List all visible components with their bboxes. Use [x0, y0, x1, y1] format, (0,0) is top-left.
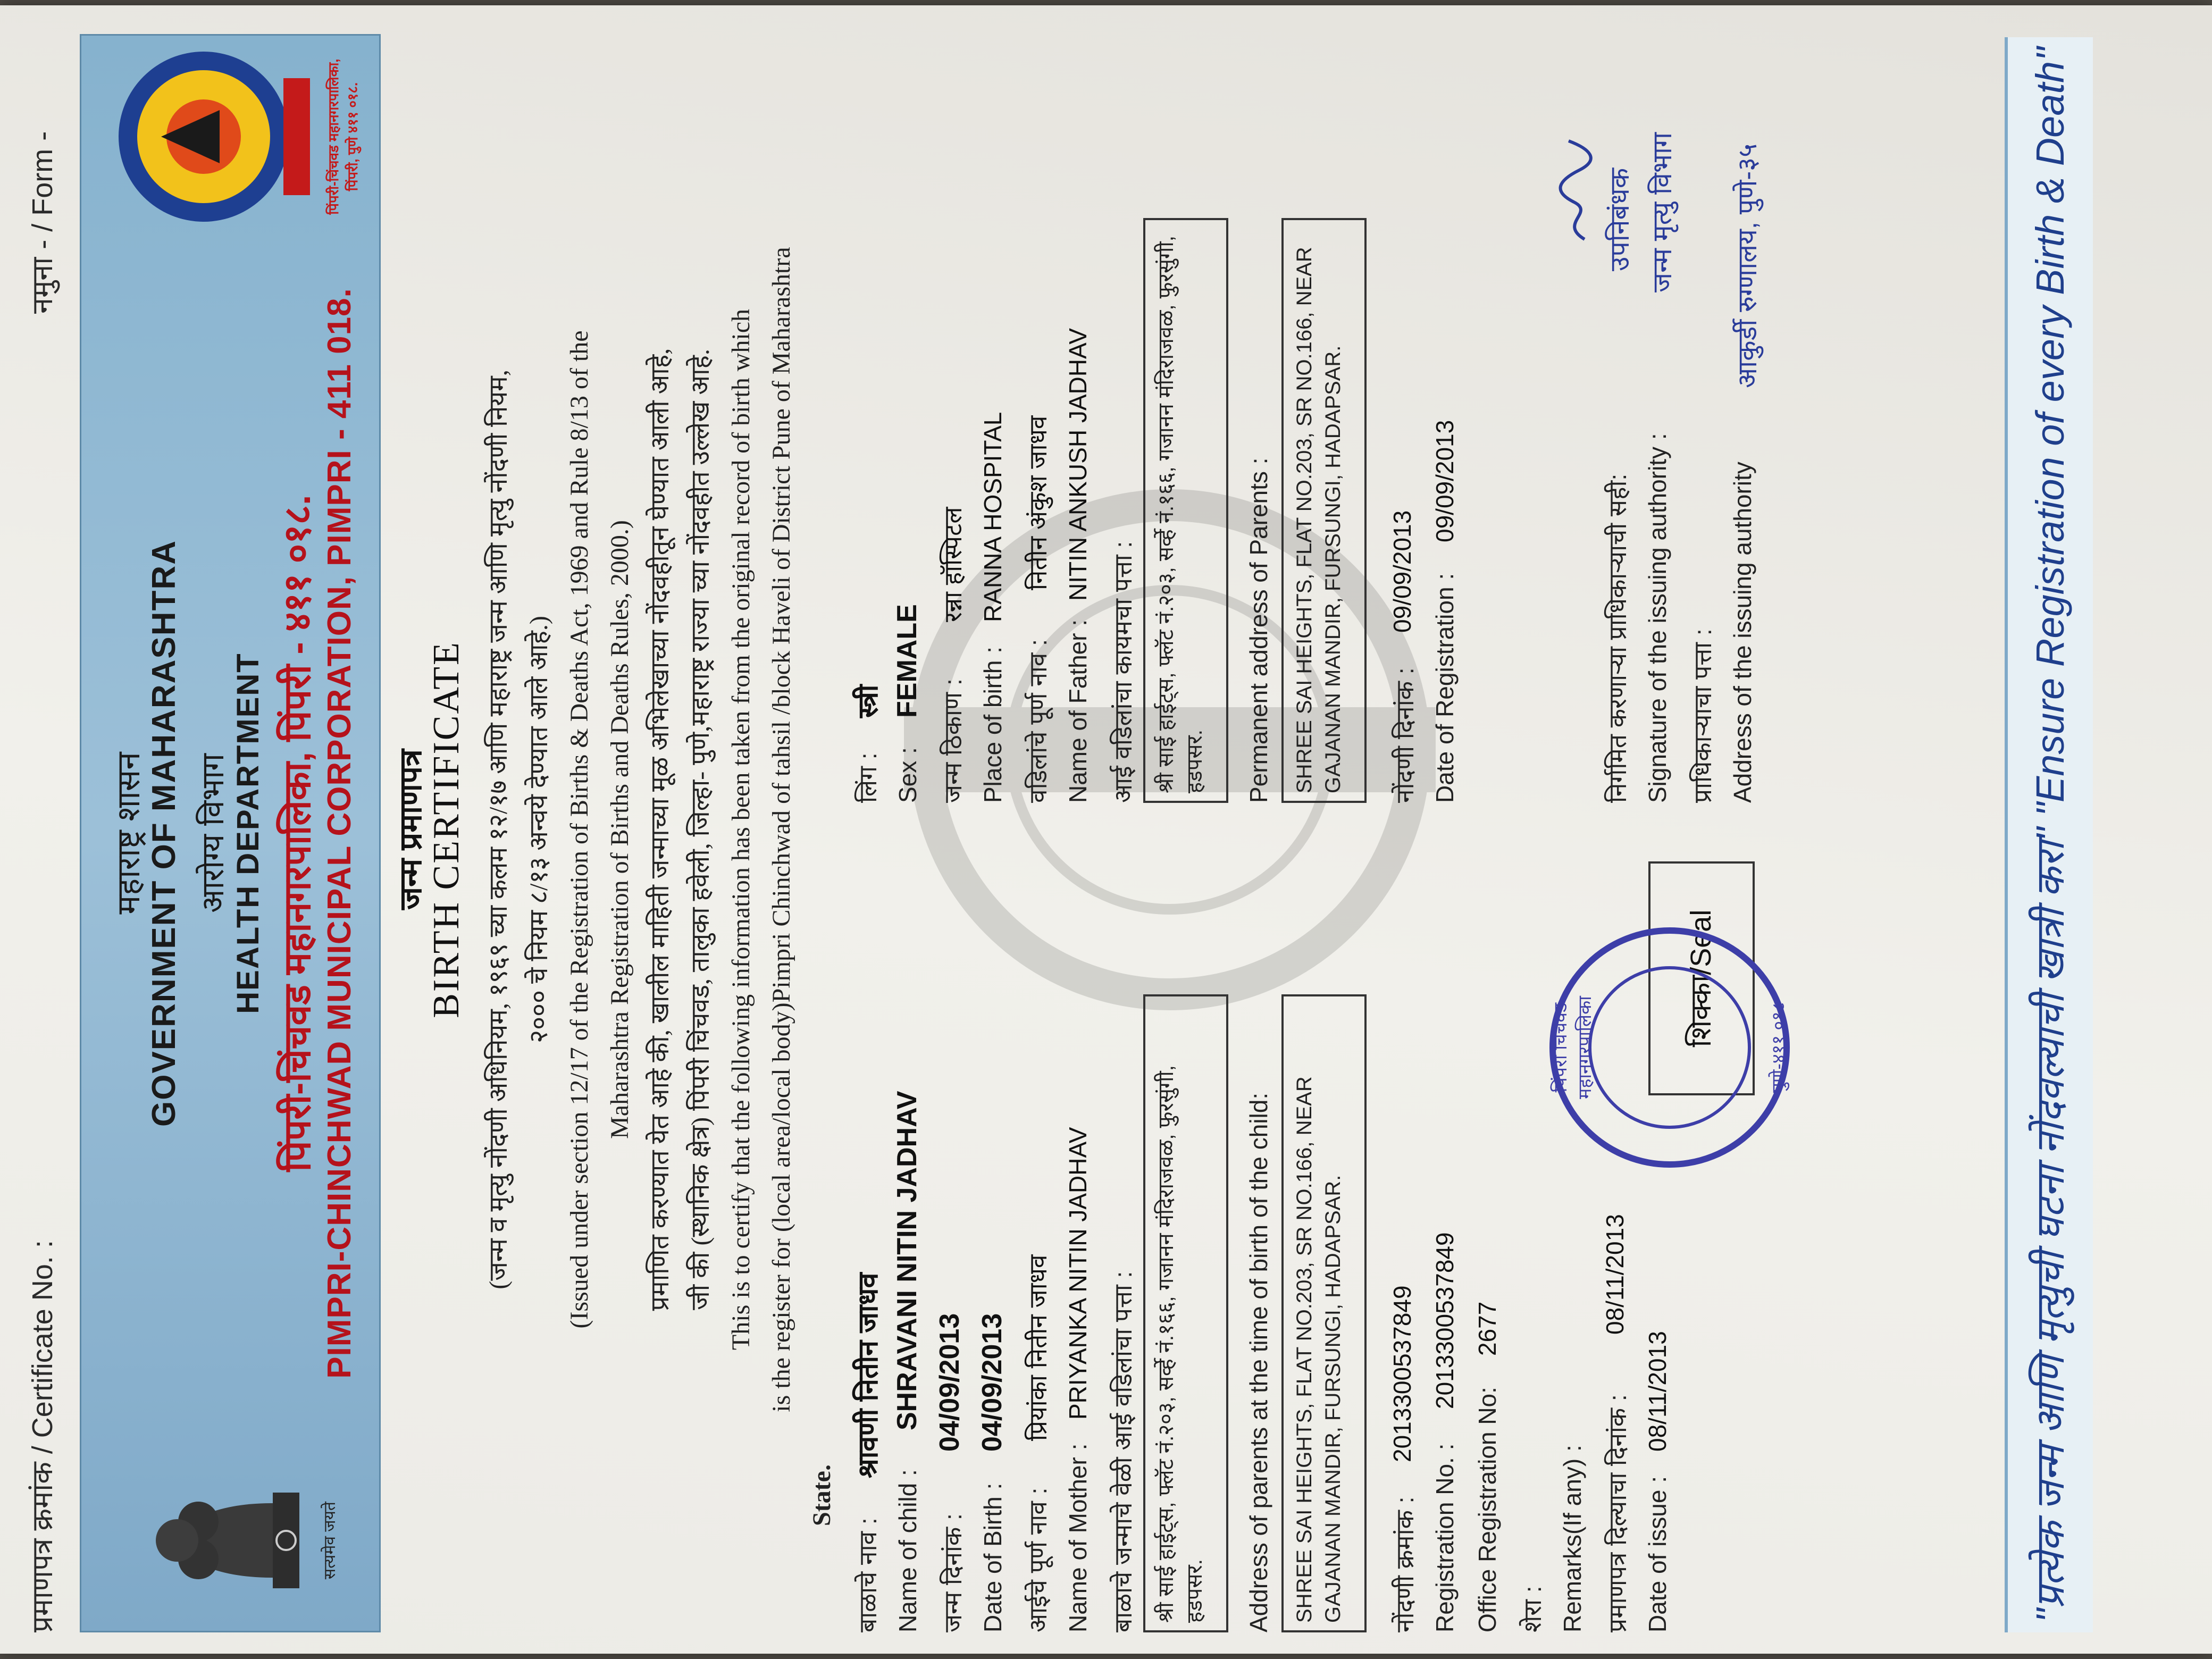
- dob: 04/09/2013: [977, 1313, 1008, 1452]
- header-band: [80, 34, 381, 1632]
- addr-birth-mr-box: श्री साई हाईट्स, फ्लॅट नं.२०३, सर्व्हे नं.१६६, गजानन मंदिराजवळ, फुरसुंगी, हडपसर.: [1143, 994, 1228, 1632]
- authority-address-mr-label: प्राधिकाऱ्याचा पत्ता :: [1689, 629, 1716, 803]
- corporation-name-mr: पिंपरी-चिंचवड महानगरपालिका, पिंपरी - ४११ ०१८.: [276, 495, 318, 1172]
- corporation-logo: [97, 46, 363, 227]
- remarks-mr-label: शेरा :: [1519, 1586, 1546, 1632]
- corporation-name-en: PIMPRI-CHINCHWAD MUNICIPAL CORPORATION, PIMPRI - 411 018.: [321, 288, 358, 1379]
- addr-perm-mr-label: आई वडिलांचा कायमचा पत्ता :: [1109, 541, 1137, 803]
- signature-scribble-icon: [1553, 138, 1601, 245]
- issue-date-mr: 08/11/2013: [1601, 1214, 1629, 1335]
- child-name-mr-label: बाळाचे नाव :: [854, 1518, 882, 1632]
- mother-mr: प्रियांका नितीन जाधव: [1024, 1254, 1052, 1441]
- certificate-title-mr: जन्म प्रमाणपत्र: [393, 749, 428, 910]
- father: NITIN ANKUSH JADHAV: [1064, 328, 1092, 601]
- pob-label: Place of birth :: [979, 646, 1007, 803]
- pcmc-logo-icon: [97, 46, 321, 227]
- authority-address-label: Address of the issuing authority: [1729, 462, 1756, 803]
- father-label: Name of Father :: [1064, 619, 1092, 803]
- addr-birth-label: Address of parents at the time of birth of the child:: [1245, 1092, 1272, 1632]
- intro-mr-3: प्रमाणित करण्यात येत आहे की, खालील माहिती जन्माच्या मूळ अभिलेखाच्या नोंदवहीतून घेण्यात आली आहे,: [646, 348, 674, 1311]
- pob-mr-label: जन्म ठिकाण :: [939, 678, 967, 803]
- child-name: SHRAVANI NITIN JADHAV: [892, 1091, 923, 1430]
- reg-date-mr: 09/09/2013: [1388, 510, 1416, 633]
- stamp-ring-text: पिंपरी चिंचवड महानगरपालिका: [1551, 996, 1595, 1100]
- issue-date-mr-label: प्रमाणपत्र दिल्याचा दिनांक :: [1604, 1394, 1631, 1632]
- form-label: नमुना - / Form -: [27, 131, 58, 314]
- department-handwritten: जन्म मृत्यु विभाग: [1647, 132, 1677, 292]
- header-line-4: HEALTH DEPARTMENT: [231, 652, 265, 1014]
- sex-mr: स्त्री: [853, 684, 884, 718]
- reg-no-mr-label: नोंदणी क्रमांक :: [1391, 1496, 1419, 1632]
- stamp-center-text: पुणे-४११ ०१८: [1769, 1002, 1789, 1093]
- issue-date-label: Date of issue :: [1644, 1476, 1671, 1632]
- certificate-number-label: प्रमाणपत्र क्रमांक / Certificate No. :: [27, 1240, 58, 1632]
- reg-date-mr-label: नोंदणी दिनांक :: [1391, 667, 1419, 803]
- remarks-label: Remarks(If any) :: [1559, 1445, 1586, 1632]
- intro-paragraph: [479, 133, 842, 1526]
- sex: FEMALE: [892, 604, 923, 718]
- reg-no: 2013300537849: [1431, 1232, 1459, 1409]
- intro-en-1: (Issued under section 12/17 of the Registration of Births & Deaths Act, 1969 and Rule 8/13 of the: [565, 330, 593, 1329]
- office-handwritten: आकुर्डी रुग्णालय, पुणे-३५: [1732, 143, 1762, 388]
- emblem-motto: सत्यमेव जयते: [321, 1501, 339, 1580]
- sex-label: Sex :: [894, 747, 921, 803]
- certificate-paper: [0, 5, 2212, 1654]
- seal-box: शिक्का/Seal: [1648, 861, 1755, 1095]
- header-line-1: महाराष्ट्र शासन: [111, 752, 146, 915]
- child-name-label: Name of child :: [894, 1469, 921, 1632]
- reg-no-label: Registration No. :: [1431, 1443, 1459, 1632]
- header-line-2: GOVERNMENT OF MAHARASHTRA: [146, 540, 182, 1127]
- logo-ribbon: पिंपरी-चिंचवड महानगरपालिका, पिंपरी, पुणे ४११ ०१८.: [325, 58, 361, 215]
- addr-perm-mr-box: श्री साई हाईट्स, फ्लॅट नं.२०३, सर्व्हे नं.१६६, गजानन मंदिराजवळ, फुरसुंगी, हडपसर.: [1143, 218, 1228, 803]
- signature-label: Signature of the issuing authority :: [1644, 433, 1671, 803]
- intro-mr-4: जी की (स्थानिक क्षेत्र) पिंपरी चिंचवड, तालुका हवेली, जिल्हा- पुणे,महाराष्ट्र राज्या च्या नोंदवहीत उल्लेख आहे.: [686, 349, 715, 1310]
- dob-label: Date of Birth :: [979, 1482, 1007, 1632]
- pob-mr: रन्ना हॉस्पिटल: [939, 507, 967, 622]
- sex-mr-label: लिंग :: [854, 752, 882, 803]
- pob: RANNA HOSPITAL: [979, 412, 1007, 622]
- reg-date: 09/09/2013: [1431, 420, 1459, 542]
- issue-date: 08/11/2013: [1644, 1331, 1671, 1452]
- header-line-3: आरोग्य विभाग: [196, 753, 230, 913]
- father-mr-label: वडिलांचे पूर्ण नाव :: [1024, 639, 1052, 803]
- mother-mr-label: आईचे पूर्ण नाव :: [1024, 1487, 1052, 1632]
- mother-label: Name of Mother :: [1064, 1443, 1092, 1632]
- intro-mr-2: २००० चे नियम ८/१३ अन्वये देण्यात आले आहे.): [525, 616, 553, 1043]
- addr-perm-box: SHREE SAI HEIGHTS, FLAT NO.203, SR NO.166, NEAR GAJANAN MANDIR, FURSUNGI, HADAPSAR.: [1281, 218, 1367, 803]
- mother: PRIYANKA NITIN JADHAV: [1064, 1127, 1092, 1420]
- addr-birth-mr-label: बाळाचे जन्माचे वेळी आई वडिलांचा पत्ता :: [1109, 1271, 1137, 1632]
- office-reg-label: Office Registration No:: [1473, 1387, 1501, 1632]
- intro-en-3: This is to certify that the following information has been taken from the original record of birth which: [727, 308, 755, 1351]
- intro-mr-1: (जन्म व मृत्यु नोंदणी अधिनियम, १९६९ च्या कलम १२/१७ आणि महाराष्ट्र जन्म आणि मृत्यु नोंदणी नियम,: [484, 370, 513, 1289]
- child-name-mr: श्रावणी नितीन जाधव: [853, 1272, 884, 1478]
- office-reg: 2677: [1473, 1301, 1501, 1356]
- intro-en-2: Maharashtra Registration of Births and Deaths Rules, 2000.): [606, 520, 634, 1139]
- designation-handwritten: उपनिबंधक: [1605, 167, 1635, 271]
- dob-mr-label: जन्म दिनांक :: [939, 1513, 967, 1632]
- footer-slogan: "प्रत्येक जन्म आणि मृत्युची घटना नोंदवल्याची खात्री करा" "Ensure Registration of every Birth & Death": [2005, 37, 2093, 1632]
- intro-en-4: is the register for (local area/local body)Pimpri Chinchwad of tahsil /block Haveli of District Pune of Maharashtra: [767, 247, 795, 1412]
- intro-en-5: State.: [808, 1464, 836, 1526]
- reg-date-label: Date of Registration :: [1431, 573, 1459, 803]
- addr-perm-label: Permanent address of Parents :: [1245, 457, 1272, 803]
- addr-birth-box: SHREE SAI HEIGHTS, FLAT NO.203, SR NO.166, NEAR GAJANAN MANDIR, FURSUNGI, HADAPSAR.: [1281, 994, 1367, 1632]
- dob-mr: 04/09/2013: [934, 1313, 965, 1452]
- signature-mr-label: निर्गमित करणाऱ्या प्राधिकाऱ्याची सही:: [1604, 473, 1631, 803]
- father-mr: नितीन अंकुश जाधव: [1024, 415, 1052, 590]
- reg-no-mr: 2013300537849: [1388, 1285, 1416, 1462]
- certificate-title-en: BIRTH CERTIFICATE: [426, 641, 467, 1018]
